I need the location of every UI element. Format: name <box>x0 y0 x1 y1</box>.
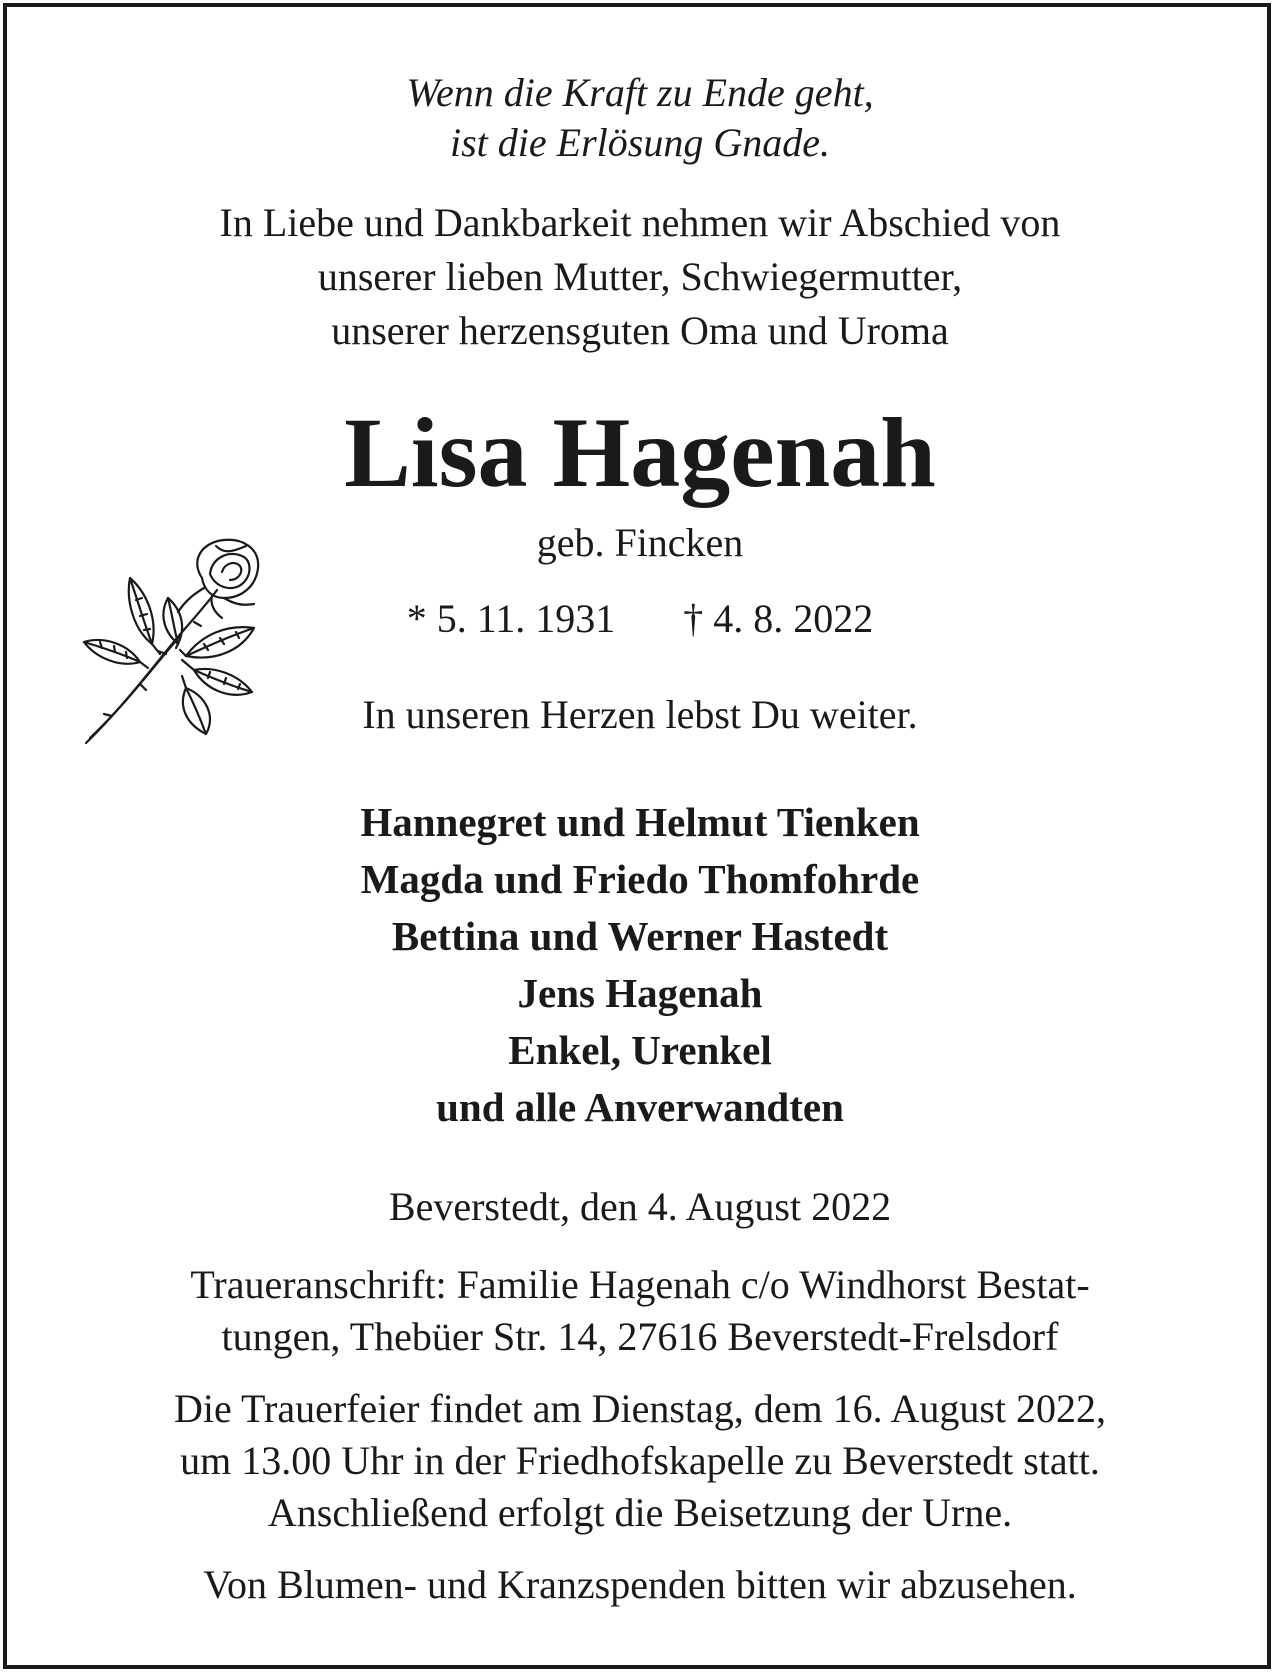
motto-line-1: Wenn die Kraft zu Ende geht, <box>406 70 874 115</box>
motto-line-2: ist die Erlösung Gnade. <box>450 120 830 165</box>
mourner-3: Bettina und Werner Hastedt <box>391 913 889 959</box>
rose-icon <box>82 538 272 748</box>
closing-line: Von Blumen- und Kranzspenden bitten wir abzusehen. <box>203 1562 1077 1607</box>
address-line-2: tungen, Thebüer Str. 14, 27616 Beverstedt-Frelsdorf <box>221 1314 1059 1359</box>
intro-line-1: In Liebe und Dankbarkeit nehmen wir Abschied von <box>219 200 1061 245</box>
maiden-name: geb. Fincken <box>536 520 744 565</box>
deceased-name: Lisa Hagenah <box>344 397 936 508</box>
birth-date: * 5. 11. 1931 <box>406 596 616 641</box>
death-date: † 4. 8. 2022 <box>683 596 874 641</box>
mourner-6: und alle Anverwandten <box>436 1084 844 1130</box>
mourner-2: Magda und Friedo Thomfohrde <box>360 856 920 902</box>
ceremony-line-1: Die Trauerfeier findet am Dienstag, dem 16. August 2022, <box>173 1386 1107 1431</box>
place-date: Beverstedt, den 4. August 2022 <box>388 1184 892 1229</box>
mourner-1: Hannegret und Helmut Tienken <box>360 799 920 845</box>
ceremony-line-2: um 13.00 Uhr in der Friedhofskapelle zu Beverstedt statt. <box>180 1438 1100 1483</box>
mourner-5: Enkel, Urenkel <box>508 1027 772 1073</box>
intro-line-3: unserer herzensguten Oma und Uroma <box>331 308 949 353</box>
ceremony-line-3: Anschließend erfolgt die Beisetzung der Urne. <box>267 1490 1013 1535</box>
farewell-line: In unseren Herzen lebst Du weiter. <box>362 692 918 737</box>
intro-line-2: unserer lieben Mutter, Schwiegermutter, <box>317 254 963 299</box>
address-line-1: Traueranschrift: Familie Hagenah c/o Windhorst Bestat- <box>190 1262 1090 1307</box>
mourner-4: Jens Hagenah <box>517 970 763 1016</box>
